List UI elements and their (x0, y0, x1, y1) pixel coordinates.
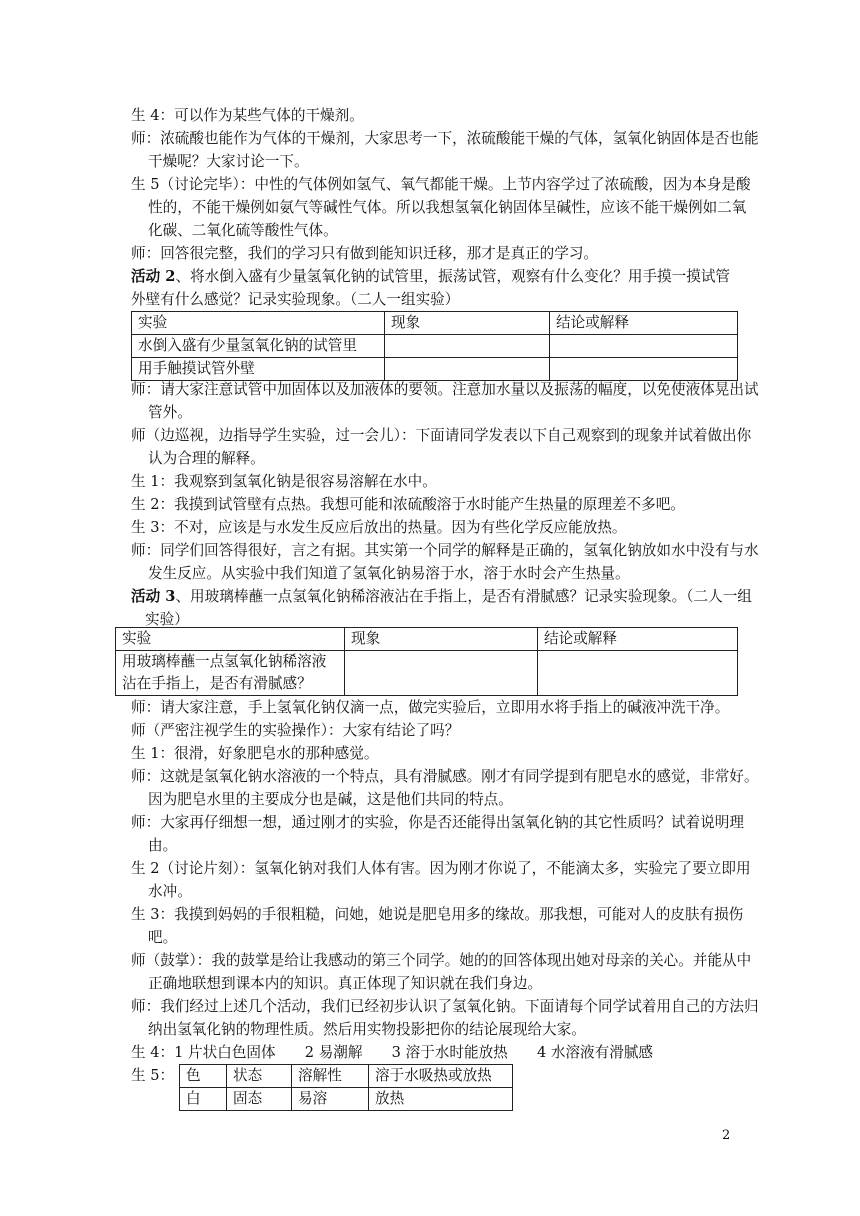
table-header-cell: 溶于水吸热或放热 (369, 1065, 513, 1088)
paragraph-s3-skin: 生 3：我摸到妈妈的手很粗糙，问她，她说是肥皂用多的缘故。那我想，可能对人的皮肤有损伤吧。 (131, 906, 744, 946)
table-row (116, 651, 738, 696)
table-cell: 用手触摸试管外壁 (132, 358, 385, 381)
table-header-cell: 色 (180, 1065, 227, 1088)
table-cell (550, 335, 738, 358)
paragraph-teacher-observe: 师（边巡视，边指导学生实验，过一会儿）：下面请同学发表以下自己观察到的现象并试着做出你认为合理的解释。 (131, 427, 752, 467)
paragraph-teacher-summary: 师：我们经过上述几个活动，我们已经初步认识了氢氧化钠。下面请每个同学试着用自己的方法归纳出氢氧化钠的物理性质。然后用实物投影把你的结论展现给大家。 (131, 998, 759, 1038)
paragraph-s2-heat: 生 2：我摸到试管壁有点热。我想可能和浓硫酸溶于水时能产生热量的原理差不多吧。 (131, 496, 685, 513)
table-header-cell: 现象 (385, 312, 550, 335)
table-cell (385, 335, 550, 358)
table-cell: 白 (180, 1088, 227, 1111)
paragraph-teacher-praise: 师：回答很完整，我们的学习只有做到能知识迁移，那才是真正的学习。 (131, 245, 599, 262)
table-cell: 用玻璃棒蘸一点氢氧化钠稀溶液沾在手指上，是否有滑腻感？ (116, 651, 345, 696)
paragraph-teacher-wash: 师：请大家注意，手上氢氧化钠仅滴一点，做完实验后，立即用水将手指上的碱液冲洗干净。 (131, 699, 730, 716)
paragraph-teacher-sulfuric: 师：浓硫酸也能作为气体的干燥剂，大家思考一下，浓硫酸能干燥的气体，氢氧化钠固体是否也能干燥呢？大家讨论一下。 (131, 130, 759, 170)
table-activity-2 (131, 311, 738, 381)
table-header-cell: 溶解性 (292, 1065, 369, 1088)
paragraph-teacher-think: 师：大家再仔细想一想，通过刚才的实验，你是否还能得出氢氧化钠的其它性质吗？试着说明理由。 (131, 814, 744, 854)
table-row (132, 335, 738, 358)
paragraph-s3-reaction: 生 3：不对，应该是与水发生反应后放出的热量。因为有些化学反应能放热。 (131, 519, 627, 536)
table-header-cell: 状态 (227, 1065, 292, 1088)
activity-3-heading (131, 585, 757, 631)
paragraph-teacher-applause: 师（鼓掌）：我的鼓掌是给让我感动的第三个同学。她的的回答体现出她对母亲的关心。并能从中正确地联想到课本内的知识。真正体现了知识就在我们身边。 (131, 952, 752, 992)
paragraph-s1-slippery: 生 1：很滑，好象肥皂水的那种感觉。 (131, 745, 379, 762)
activity-3-text: 、用玻璃棒蘸一点氢氧化钠稀溶液沾在手指上，是否有滑腻感？记录实验现象。（二人一组实验） (145, 588, 752, 628)
table-cell: 放热 (369, 1088, 513, 1111)
table-cell: 固态 (227, 1088, 292, 1111)
paragraph-teacher-soap: 师：这就是氢氧化钠水溶液的一个特点，具有滑腻感。刚才有同学提到有肥皂水的感觉，非常好。因为肥皂水里的主要成分也是碱，这是他们共同的特点。 (131, 768, 759, 808)
activity-2-text: 、将水倒入盛有少量氢氧化钠的试管里，振荡试管，观察有什么变化？用手摸一摸试管外壁有什么感觉？记录实验现象。（二人一组实验） (131, 268, 731, 308)
table-header-cell: 结论或解释 (550, 312, 738, 335)
table-header-cell: 实验 (116, 628, 345, 651)
paragraph-s1-dissolve: 生 1：我观察到氢氧化钠是很容易溶解在水中。 (131, 473, 437, 490)
table-cell: 水倒入盛有少量氢氧化钠的试管里 (132, 335, 385, 358)
paragraph-s4-dryer: 生 4：可以作为某些气体的干燥剂。 (131, 107, 364, 124)
table-header-row (180, 1065, 513, 1088)
paragraph-teacher-explain: 师：同学们回答得很好，言之有据。其实第一个同学的解释是正确的，氢氧化钠放如水中没有与水发生反应。从实验中我们知道了氢氧化钠易溶于水，溶于水时会产生热量。 (131, 542, 759, 582)
table-cell (538, 651, 738, 696)
paragraph-s2-harm: 生 2（讨论片刻）：氢氧化钠对我们人体有害。因为刚才你说了，不能滴太多，实验完了要立即用水冲。 (131, 860, 751, 900)
activity-2-heading (131, 265, 743, 311)
table-header-row (116, 628, 738, 651)
table-header-cell: 现象 (345, 628, 538, 651)
table-header-cell: 结论或解释 (538, 628, 738, 651)
table-header-row (132, 312, 738, 335)
activity-3-label: 活动 3 (131, 588, 176, 605)
page-number: 2 (722, 1128, 731, 1143)
paragraph-teacher-watch: 师（严密注视学生的实验操作）：大家有结论了吗？ (131, 722, 460, 739)
table-properties (179, 1064, 513, 1111)
paragraph-s4-properties: 生 4：1 片状白色固体 2 易潮解 3 溶于水时能放热 4 水溶液有滑腻感 (131, 1044, 654, 1061)
paragraph-teacher-caution: 师：请大家注意试管中加固体以及加液体的要领。注意加水量以及振荡的幅度，以免使液体晃出试管外。 (131, 381, 759, 421)
paragraph-s5-discussion: 生 5（讨论完毕）：中性的气体例如氢气、氧气都能干燥。上节内容学过了浓硫酸，因为本身是酸性的，不能干燥例如氨气等碱性气体。所以我想氢氧化钠固体呈碱性，应该不能干燥例如二氧化碳、二氧化硫等酸性气体。 (131, 176, 751, 239)
table-header-cell: 实验 (132, 312, 385, 335)
table-activity-3 (115, 627, 738, 696)
table-cell: 易溶 (292, 1088, 369, 1111)
table-row (180, 1088, 513, 1111)
activity-2-label: 活动 2 (131, 268, 176, 285)
paragraph-s5-label: 生 5： (131, 1067, 175, 1084)
table-cell (345, 651, 538, 696)
